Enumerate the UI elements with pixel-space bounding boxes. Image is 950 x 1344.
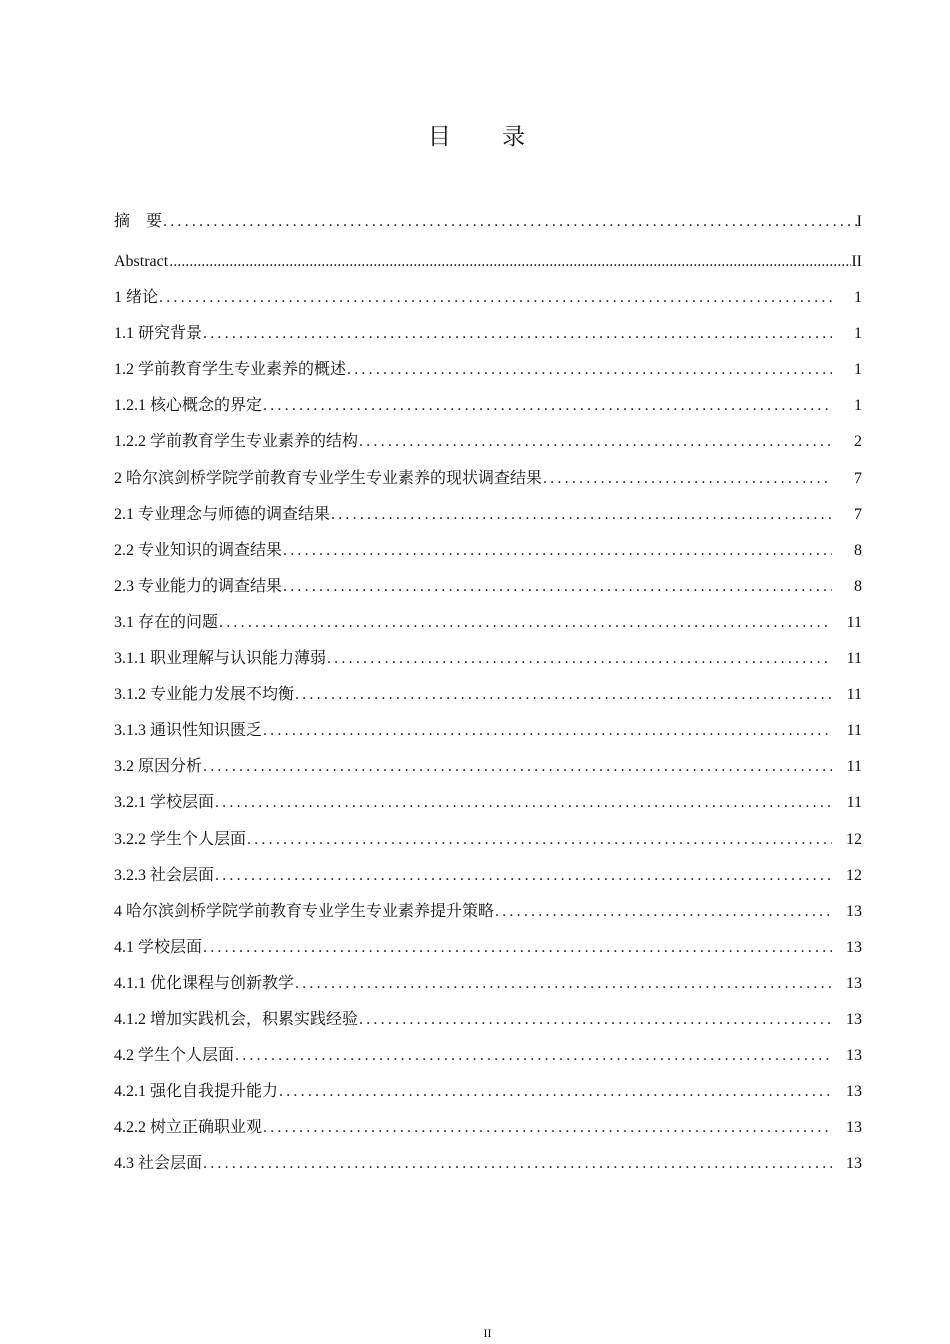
toc-entry[interactable] [114, 468, 862, 504]
toc-entry-page: 1 [854, 361, 862, 379]
page-number: II [483, 1326, 492, 1340]
toc-entry-page: 11 [846, 722, 862, 740]
dot-leader [495, 901, 832, 923]
toc-entry-page: 8 [854, 541, 862, 559]
toc-entry-page: 13 [846, 1010, 862, 1028]
toc-entry[interactable] [114, 720, 862, 756]
toc-entry[interactable] [114, 901, 862, 937]
toc-entry-label: 4.1.2 增加实践机会，积累实践经验 [114, 1010, 359, 1028]
toc-entry[interactable] [114, 829, 862, 865]
toc-entry[interactable] [114, 1045, 862, 1081]
toc-entry-label: 3.1.3 通识性知识匮乏 [114, 722, 263, 740]
toc-entry[interactable] [114, 287, 862, 323]
toc-entry-label: 1.2.2 学前教育学生专业素养的结构 [114, 433, 359, 451]
toc-entry[interactable] [114, 612, 862, 648]
dot-leader [203, 756, 832, 778]
toc-entry-label: 2.3 专业能力的调查结果 [114, 577, 283, 595]
toc-entry[interactable] [114, 1117, 862, 1153]
toc-entry-label: 4.1 学校层面 [114, 938, 203, 956]
dot-leader [327, 648, 832, 670]
toc-entry[interactable] [114, 937, 862, 973]
dot-leader [235, 1045, 832, 1067]
dot-leader [169, 251, 851, 273]
toc-entry[interactable] [114, 684, 862, 720]
dot-leader [219, 612, 832, 634]
dot-leader [263, 1117, 832, 1139]
toc-entry[interactable] [114, 865, 862, 901]
toc-entry-page: 1 [854, 397, 862, 415]
dot-leader [159, 287, 832, 309]
table-of-contents [114, 211, 862, 1189]
toc-entry-label: 2 哈尔滨剑桥学院学前教育专业学生专业素养的现状调查结果 [114, 469, 543, 487]
toc-entry[interactable] [114, 1009, 862, 1045]
toc-entry-label: 1 绪论 [114, 289, 159, 307]
toc-entry-page: 13 [846, 1047, 862, 1065]
toc-entry-label: 2.2 专业知识的调查结果 [114, 541, 283, 559]
toc-entry-page: 12 [846, 866, 862, 884]
toc-entry[interactable] [114, 431, 862, 467]
toc-entry-label: 3.1.1 职业理解与认识能力薄弱 [114, 650, 327, 668]
toc-entry-page: 2 [854, 433, 862, 451]
dot-leader [263, 720, 832, 742]
toc-entry-label: 4.2 学生个人层面 [114, 1047, 235, 1065]
toc-entry[interactable] [114, 792, 862, 828]
toc-entry-label: Abstract [114, 253, 169, 270]
dot-leader [359, 1009, 832, 1031]
dot-leader [347, 359, 832, 381]
dot-leader [359, 431, 832, 453]
toc-entry[interactable] [114, 323, 862, 359]
toc-entry-page: 8 [854, 577, 862, 595]
dot-leader [283, 540, 832, 562]
toc-entry-page: 7 [854, 469, 862, 487]
toc-entry[interactable] [114, 648, 862, 684]
toc-entry-label: 1.1 研究背景 [114, 325, 203, 343]
toc-entry[interactable] [114, 1153, 862, 1189]
toc-entry-label: 3.2.1 学校层面 [114, 794, 215, 812]
toc-entry-label: 3.2 原因分析 [114, 758, 203, 776]
toc-entry-page: 13 [846, 1155, 862, 1173]
toc-entry[interactable] [114, 359, 862, 395]
toc-entry-label: 4.2.2 树立正确职业观 [114, 1119, 263, 1137]
toc-entry-page: 11 [846, 686, 862, 704]
page-title: 目 录 [427, 124, 548, 150]
dot-leader [543, 468, 832, 490]
toc-entry-page: I [856, 213, 862, 230]
toc-entry-label: 4.2.1 强化自我提升能力 [114, 1083, 279, 1101]
toc-entry-label: 3.2.3 社会层面 [114, 866, 215, 884]
dot-leader [331, 504, 832, 526]
toc-entry-page: 1 [854, 289, 862, 307]
toc-entry-page: 12 [846, 830, 862, 848]
toc-entry[interactable] [114, 576, 862, 612]
toc-entry-label: 4.3 社会层面 [114, 1155, 203, 1173]
toc-entry-page: 1 [854, 325, 862, 343]
toc-entry[interactable] [114, 540, 862, 576]
toc-entry-label: 1.2.1 核心概念的界定 [114, 397, 263, 415]
dot-leader [263, 395, 832, 417]
dot-leader [215, 792, 832, 814]
dot-leader [283, 576, 832, 598]
toc-entry-page: 11 [846, 794, 862, 812]
toc-entry-page: 13 [846, 1083, 862, 1101]
dot-leader [203, 937, 832, 959]
toc-entry-page: 11 [846, 650, 862, 668]
toc-entry-page: II [851, 253, 862, 270]
dot-leader [215, 865, 832, 887]
toc-entry[interactable] [114, 504, 862, 540]
toc-entry-page: 7 [854, 505, 862, 523]
toc-entry[interactable] [114, 1081, 862, 1117]
toc-entry-page: 13 [846, 1119, 862, 1137]
toc-entry-label: 3.1.2 专业能力发展不均衡 [114, 686, 295, 704]
toc-entry[interactable] [114, 973, 862, 1009]
dot-leader [203, 323, 832, 345]
dot-leader [247, 829, 832, 851]
toc-entry[interactable] [114, 756, 862, 792]
toc-entry-label: 摘 要 [114, 213, 163, 230]
toc-entry[interactable] [114, 395, 862, 431]
dot-leader [203, 1153, 832, 1175]
dot-leader [279, 1081, 832, 1103]
toc-entry-label: 1.2 学前教育学生专业素养的概述 [114, 361, 347, 379]
toc-entry-label: 3.1 存在的问题 [114, 613, 219, 631]
toc-entry-page: 13 [846, 974, 862, 992]
toc-entry-label: 4 哈尔滨剑桥学院学前教育专业学生专业素养提升策略 [114, 902, 495, 920]
dot-leader [295, 973, 832, 995]
dot-leader [163, 211, 857, 233]
toc-entry-label: 4.1.1 优化课程与创新教学 [114, 974, 295, 992]
toc-entry-label: 2.1 专业理念与师德的调查结果 [114, 505, 331, 523]
dot-leader [295, 684, 832, 706]
toc-entry-abstract-en[interactable] [114, 251, 862, 287]
toc-entry-page: 13 [846, 902, 862, 920]
toc-entry-abstract-cn[interactable] [114, 211, 862, 251]
toc-entry-page: 11 [846, 613, 862, 631]
toc-entry-page: 11 [846, 758, 862, 776]
toc-entry-label: 3.2.2 学生个人层面 [114, 830, 247, 848]
toc-entry-page: 13 [846, 938, 862, 956]
